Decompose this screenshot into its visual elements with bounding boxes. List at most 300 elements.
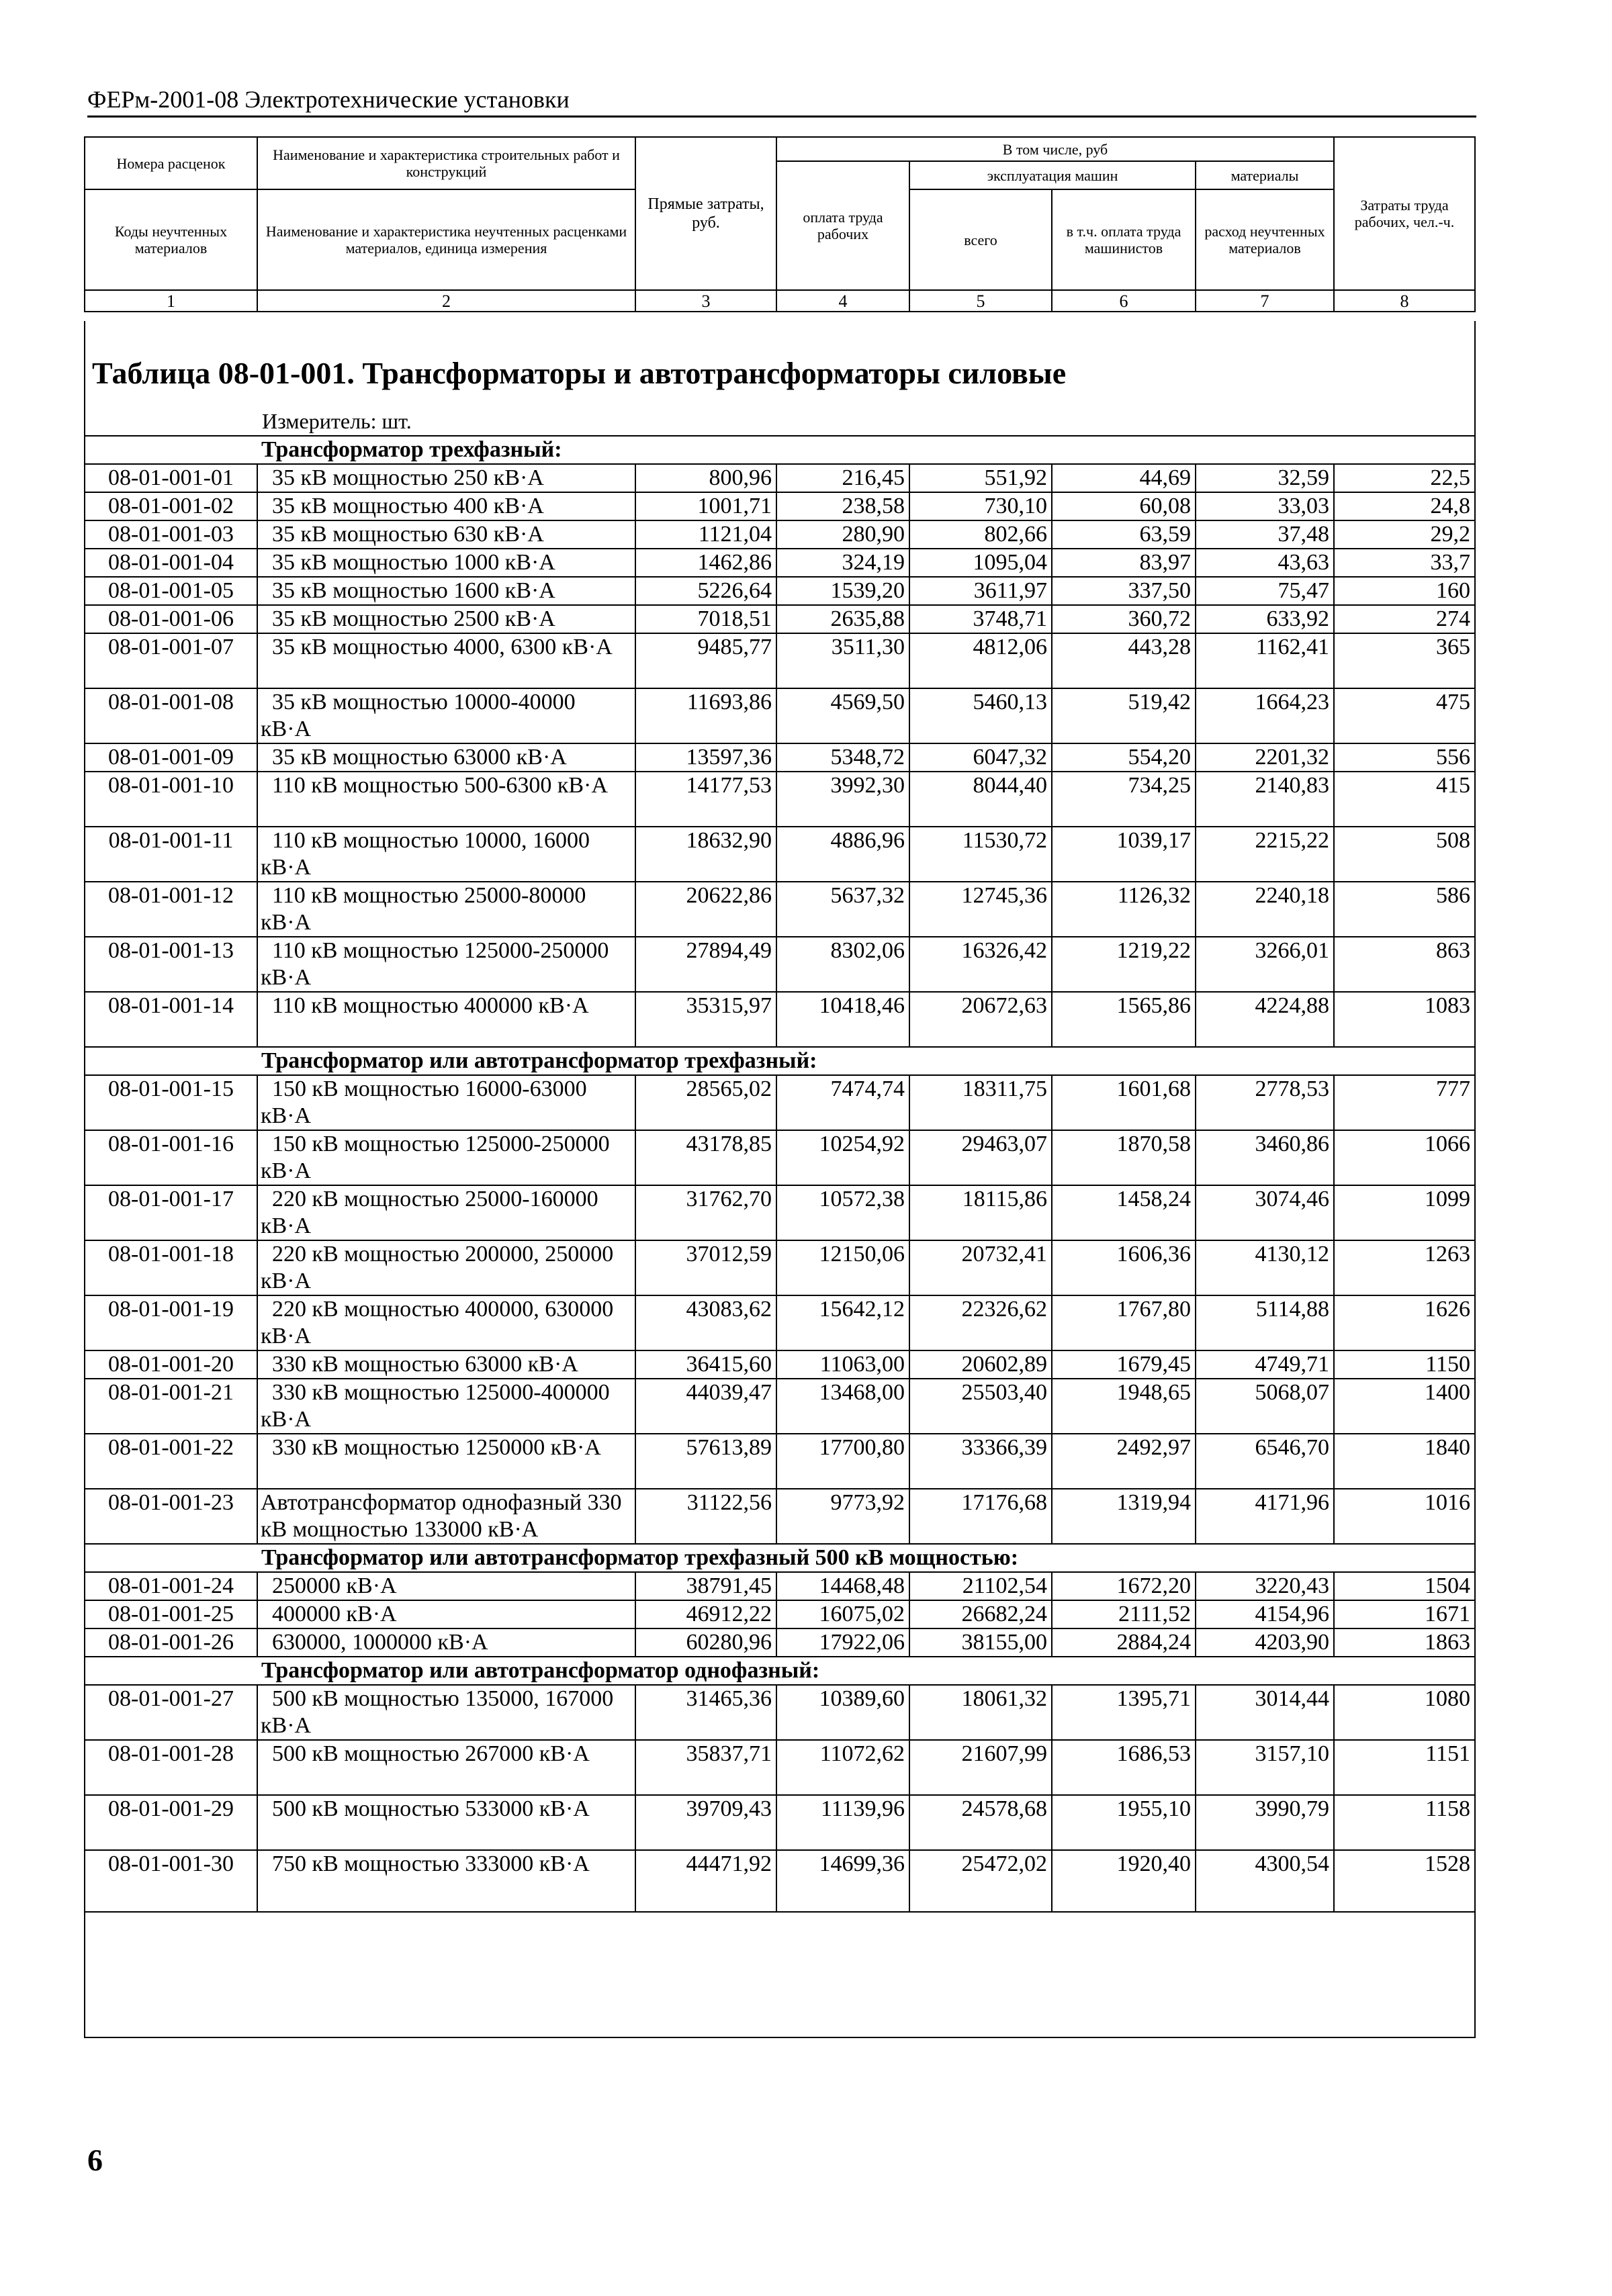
table-row xyxy=(85,577,1475,605)
materials-cell: 3014,44 xyxy=(1196,1685,1334,1740)
machinists-pay-cell: 1767,80 xyxy=(1052,1295,1196,1350)
work-name-cell: 35 кВ мощностью 4000, 6300 кВ·А xyxy=(257,633,635,688)
materials-cell: 4749,71 xyxy=(1196,1350,1334,1379)
machinists-pay-cell: 1686,53 xyxy=(1052,1740,1196,1795)
rate-code-cell: 08-01-001-30 xyxy=(85,1850,257,1912)
direct-cost-cell: 7018,51 xyxy=(635,605,776,633)
rate-code-cell: 08-01-001-19 xyxy=(85,1295,257,1350)
rate-code-cell: 08-01-001-12 xyxy=(85,882,257,937)
materials-cell: 3990,79 xyxy=(1196,1795,1334,1850)
labor-pay-cell: 16075,02 xyxy=(776,1600,909,1628)
machines-total-cell: 20672,63 xyxy=(909,992,1052,1047)
machinists-pay-cell: 519,42 xyxy=(1052,688,1196,743)
table-row xyxy=(85,1600,1475,1628)
table-row xyxy=(85,827,1475,882)
rate-code-cell: 08-01-001-18 xyxy=(85,1240,257,1295)
rate-code-cell: 08-01-001-13 xyxy=(85,937,257,992)
direct-cost-cell: 46912,22 xyxy=(635,1600,776,1628)
machines-total-cell: 18115,86 xyxy=(909,1185,1052,1240)
machines-total-cell: 20732,41 xyxy=(909,1240,1052,1295)
labor-hours-cell: 863 xyxy=(1334,937,1475,992)
header-machinists-pay: в т.ч. оплата труда машинистов xyxy=(1052,189,1196,290)
section-row xyxy=(85,1544,1475,1572)
work-name-cell: 35 кВ мощностью 1600 кВ·А xyxy=(257,577,635,605)
rate-code-cell: 08-01-001-10 xyxy=(85,772,257,827)
direct-cost-cell: 5226,64 xyxy=(635,577,776,605)
labor-pay-cell: 3992,30 xyxy=(776,772,909,827)
header-machines-total: всего xyxy=(909,189,1052,290)
direct-cost-cell: 31122,56 xyxy=(635,1489,776,1544)
table-row xyxy=(85,1489,1475,1544)
table-row xyxy=(85,464,1475,492)
rate-code-cell: 08-01-001-23 xyxy=(85,1489,257,1544)
labor-hours-cell: 475 xyxy=(1334,688,1475,743)
labor-hours-cell: 274 xyxy=(1334,605,1475,633)
labor-pay-cell: 3511,30 xyxy=(776,633,909,688)
labor-pay-cell: 10418,46 xyxy=(776,992,909,1047)
machinists-pay-cell: 1948,65 xyxy=(1052,1379,1196,1434)
column-number: 1 xyxy=(85,290,257,312)
labor-pay-cell: 9773,92 xyxy=(776,1489,909,1544)
labor-hours-cell: 29,2 xyxy=(1334,520,1475,549)
materials-cell: 2201,32 xyxy=(1196,743,1334,772)
work-name-cell: 110 кВ мощностью 500-6300 кВ·А xyxy=(257,772,635,827)
direct-cost-cell: 14177,53 xyxy=(635,772,776,827)
machines-total-cell: 1095,04 xyxy=(909,549,1052,577)
materials-cell: 2215,22 xyxy=(1196,827,1334,882)
materials-cell: 4171,96 xyxy=(1196,1489,1334,1544)
direct-cost-cell: 31465,36 xyxy=(635,1685,776,1740)
machinists-pay-cell: 1601,68 xyxy=(1052,1075,1196,1130)
machinists-pay-cell: 1219,22 xyxy=(1052,937,1196,992)
labor-pay-cell: 2635,88 xyxy=(776,605,909,633)
machines-total-cell: 33366,39 xyxy=(909,1434,1052,1489)
section-title: Трансформатор трехфазный: xyxy=(85,436,1475,464)
materials-cell: 2778,53 xyxy=(1196,1075,1334,1130)
rate-code-cell: 08-01-001-22 xyxy=(85,1434,257,1489)
section-row xyxy=(85,436,1475,464)
rate-code-cell: 08-01-001-28 xyxy=(85,1740,257,1795)
machinists-pay-cell: 60,08 xyxy=(1052,492,1196,520)
rate-code-cell: 08-01-001-17 xyxy=(85,1185,257,1240)
table-row xyxy=(85,1434,1475,1489)
labor-hours-cell: 365 xyxy=(1334,633,1475,688)
machinists-pay-cell: 1565,86 xyxy=(1052,992,1196,1047)
machinists-pay-cell: 360,72 xyxy=(1052,605,1196,633)
machinists-pay-cell: 734,25 xyxy=(1052,772,1196,827)
header-labor-hours: Затраты труда рабочих, чел.-ч. xyxy=(1334,137,1475,290)
labor-pay-cell: 4886,96 xyxy=(776,827,909,882)
direct-cost-cell: 11693,86 xyxy=(635,688,776,743)
labor-pay-cell: 4569,50 xyxy=(776,688,909,743)
materials-cell: 3074,46 xyxy=(1196,1185,1334,1240)
labor-hours-cell: 777 xyxy=(1334,1075,1475,1130)
machines-total-cell: 11530,72 xyxy=(909,827,1052,882)
table-row xyxy=(85,1795,1475,1850)
direct-cost-cell: 27894,49 xyxy=(635,937,776,992)
machinists-pay-cell: 1319,94 xyxy=(1052,1489,1196,1544)
labor-hours-cell: 1151 xyxy=(1334,1740,1475,1795)
labor-pay-cell: 238,58 xyxy=(776,492,909,520)
table-row xyxy=(85,1350,1475,1379)
work-name-cell: 500 кВ мощностью 267000 кВ·А xyxy=(257,1740,635,1795)
labor-pay-cell: 11072,62 xyxy=(776,1740,909,1795)
labor-hours-cell: 586 xyxy=(1334,882,1475,937)
labor-hours-cell: 160 xyxy=(1334,577,1475,605)
header-codes: Номера расценок xyxy=(85,137,257,189)
section-title: Трансформатор или автотрансформатор трехфазный 500 кВ мощностью: xyxy=(85,1544,1475,1572)
labor-hours-cell: 1626 xyxy=(1334,1295,1475,1350)
header-in-total: В том числе, руб xyxy=(776,137,1334,161)
column-number: 3 xyxy=(635,290,776,312)
running-head: ФЕРм-2001-08 Электротехнические установки xyxy=(87,86,1476,118)
work-name-cell: 500 кВ мощностью 533000 кВ·А xyxy=(257,1795,635,1850)
rate-code-cell: 08-01-001-08 xyxy=(85,688,257,743)
header-materials-consumption: расход неучтенных материалов xyxy=(1196,189,1334,290)
table-row xyxy=(85,1850,1475,1912)
materials-cell: 2140,83 xyxy=(1196,772,1334,827)
machines-total-cell: 24578,68 xyxy=(909,1795,1052,1850)
machinists-pay-cell: 83,97 xyxy=(1052,549,1196,577)
rate-code-cell: 08-01-001-27 xyxy=(85,1685,257,1740)
materials-cell: 1162,41 xyxy=(1196,633,1334,688)
direct-cost-cell: 38791,45 xyxy=(635,1572,776,1600)
direct-cost-cell: 18632,90 xyxy=(635,827,776,882)
work-name-cell: 35 кВ мощностью 630 кВ·А xyxy=(257,520,635,549)
machines-total-cell: 12745,36 xyxy=(909,882,1052,937)
direct-cost-cell: 1462,86 xyxy=(635,549,776,577)
section-title: Трансформатор или автотрансформатор однофазный: xyxy=(85,1657,1475,1685)
labor-pay-cell: 5637,32 xyxy=(776,882,909,937)
labor-hours-cell: 556 xyxy=(1334,743,1475,772)
table-row xyxy=(85,605,1475,633)
page-number: 6 xyxy=(87,2143,103,2177)
materials-cell: 4130,12 xyxy=(1196,1240,1334,1295)
machinists-pay-cell: 443,28 xyxy=(1052,633,1196,688)
labor-pay-cell: 10254,92 xyxy=(776,1130,909,1185)
section-row xyxy=(85,1047,1475,1075)
work-name-cell: 330 кВ мощностью 125000-400000 кВ·А xyxy=(257,1379,635,1434)
materials-cell: 633,92 xyxy=(1196,605,1334,633)
section-title: Трансформатор или автотрансформатор трехфазный: xyxy=(85,1047,1475,1075)
rate-code-cell: 08-01-001-26 xyxy=(85,1628,257,1657)
column-number: 5 xyxy=(909,290,1052,312)
labor-hours-cell: 1263 xyxy=(1334,1240,1475,1295)
direct-cost-cell: 31762,70 xyxy=(635,1185,776,1240)
header-works-name: Наименование и характеристика строительных работ и конструкций xyxy=(257,137,635,189)
work-name-cell: 400000 кВ·А xyxy=(257,1600,635,1628)
machines-total-cell: 17176,68 xyxy=(909,1489,1052,1544)
table-row xyxy=(85,633,1475,688)
materials-cell: 3157,10 xyxy=(1196,1740,1334,1795)
header-machine-exploitation: эксплуатация машин xyxy=(909,161,1196,189)
rate-code-cell: 08-01-001-11 xyxy=(85,827,257,882)
rate-code-cell: 08-01-001-06 xyxy=(85,605,257,633)
labor-pay-cell: 10389,60 xyxy=(776,1685,909,1740)
labor-hours-cell: 1099 xyxy=(1334,1185,1475,1240)
materials-cell: 32,59 xyxy=(1196,464,1334,492)
table-row xyxy=(85,992,1475,1047)
work-name-cell: 35 кВ мощностью 2500 кВ·А xyxy=(257,605,635,633)
labor-pay-cell: 280,90 xyxy=(776,520,909,549)
work-name-cell: 630000, 1000000 кВ·А xyxy=(257,1628,635,1657)
machinists-pay-cell: 2111,52 xyxy=(1052,1600,1196,1628)
rate-code-cell: 08-01-001-07 xyxy=(85,633,257,688)
column-number: 2 xyxy=(257,290,635,312)
machinists-pay-cell: 1395,71 xyxy=(1052,1685,1196,1740)
labor-pay-cell: 11139,96 xyxy=(776,1795,909,1850)
work-name-cell: 110 кВ мощностью 25000-80000 кВ·А xyxy=(257,882,635,937)
labor-hours-cell: 33,7 xyxy=(1334,549,1475,577)
work-name-cell: 110 кВ мощностью 125000-250000 кВ·А xyxy=(257,937,635,992)
labor-hours-cell: 415 xyxy=(1334,772,1475,827)
work-name-cell: 35 кВ мощностью 63000 кВ·А xyxy=(257,743,635,772)
direct-cost-cell: 28565,02 xyxy=(635,1075,776,1130)
direct-cost-cell: 13597,36 xyxy=(635,743,776,772)
direct-cost-cell: 9485,77 xyxy=(635,633,776,688)
rate-code-cell: 08-01-001-03 xyxy=(85,520,257,549)
direct-cost-cell: 800,96 xyxy=(635,464,776,492)
materials-cell: 37,48 xyxy=(1196,520,1334,549)
machines-total-cell: 26682,24 xyxy=(909,1600,1052,1628)
machines-total-cell: 20602,89 xyxy=(909,1350,1052,1379)
rates-table xyxy=(84,435,1476,1913)
labor-hours-cell: 1080 xyxy=(1334,1685,1475,1740)
machinists-pay-cell: 1126,32 xyxy=(1052,882,1196,937)
work-name-cell: 35 кВ мощностью 250 кВ·А xyxy=(257,464,635,492)
labor-pay-cell: 1539,20 xyxy=(776,577,909,605)
work-name-cell: 150 кВ мощностью 16000-63000 кВ·А xyxy=(257,1075,635,1130)
machines-total-cell: 3611,97 xyxy=(909,577,1052,605)
machines-total-cell: 25472,02 xyxy=(909,1850,1052,1912)
direct-cost-cell: 1001,71 xyxy=(635,492,776,520)
work-name-cell: 330 кВ мощностью 1250000 кВ·А xyxy=(257,1434,635,1489)
direct-cost-cell: 35837,71 xyxy=(635,1740,776,1795)
table-row xyxy=(85,882,1475,937)
work-name-cell: 110 кВ мощностью 10000, 16000 кВ·А xyxy=(257,827,635,882)
direct-cost-cell: 57613,89 xyxy=(635,1434,776,1489)
work-name-cell: Автотрансформатор однофазный 330 кВ мощностью 133000 кВ·А xyxy=(257,1489,635,1544)
materials-cell: 4203,90 xyxy=(1196,1628,1334,1657)
header-uncounted-materials-name: Наименование и характеристика неучтенных расценками материалов, единица измерения xyxy=(257,189,635,290)
table-row xyxy=(85,1740,1475,1795)
direct-cost-cell: 37012,59 xyxy=(635,1240,776,1295)
labor-pay-cell: 14699,36 xyxy=(776,1850,909,1912)
labor-hours-cell: 1150 xyxy=(1334,1350,1475,1379)
table-row xyxy=(85,1240,1475,1295)
labor-hours-cell: 1528 xyxy=(1334,1850,1475,1912)
labor-hours-cell: 1400 xyxy=(1334,1379,1475,1434)
table-row xyxy=(85,937,1475,992)
work-name-cell: 500 кВ мощностью 135000, 167000 кВ·А xyxy=(257,1685,635,1740)
labor-hours-cell: 1158 xyxy=(1334,1795,1475,1850)
materials-cell: 2240,18 xyxy=(1196,882,1334,937)
header-uncounted-materials: Коды неучтенных материалов xyxy=(85,189,257,290)
labor-hours-cell: 1504 xyxy=(1334,1572,1475,1600)
rate-code-cell: 08-01-001-21 xyxy=(85,1379,257,1434)
table-row xyxy=(85,549,1475,577)
labor-hours-cell: 1671 xyxy=(1334,1600,1475,1628)
column-number: 6 xyxy=(1052,290,1196,312)
machines-total-cell: 802,66 xyxy=(909,520,1052,549)
machines-total-cell: 730,10 xyxy=(909,492,1052,520)
work-name-cell: 220 кВ мощностью 400000, 630000 кВ·А xyxy=(257,1295,635,1350)
table-row xyxy=(85,1379,1475,1434)
machines-total-cell: 21102,54 xyxy=(909,1572,1052,1600)
labor-hours-cell: 1066 xyxy=(1334,1130,1475,1185)
table-row xyxy=(85,772,1475,827)
machinists-pay-cell: 44,69 xyxy=(1052,464,1196,492)
work-name-cell: 150 кВ мощностью 125000-250000 кВ·А xyxy=(257,1130,635,1185)
machines-total-cell: 21607,99 xyxy=(909,1740,1052,1795)
materials-cell: 43,63 xyxy=(1196,549,1334,577)
machines-total-cell: 4812,06 xyxy=(909,633,1052,688)
direct-cost-cell: 35315,97 xyxy=(635,992,776,1047)
machinists-pay-cell: 1679,45 xyxy=(1052,1350,1196,1379)
materials-cell: 4224,88 xyxy=(1196,992,1334,1047)
work-name-cell: 750 кВ мощностью 333000 кВ·А xyxy=(257,1850,635,1912)
labor-hours-cell: 1016 xyxy=(1334,1489,1475,1544)
labor-pay-cell: 12150,06 xyxy=(776,1240,909,1295)
rate-code-cell: 08-01-001-01 xyxy=(85,464,257,492)
rate-code-cell: 08-01-001-02 xyxy=(85,492,257,520)
materials-cell: 6546,70 xyxy=(1196,1434,1334,1489)
work-name-cell: 110 кВ мощностью 400000 кВ·А xyxy=(257,992,635,1047)
materials-cell: 3266,01 xyxy=(1196,937,1334,992)
materials-cell: 5068,07 xyxy=(1196,1379,1334,1434)
machines-total-cell: 6047,32 xyxy=(909,743,1052,772)
machinists-pay-cell: 1870,58 xyxy=(1052,1130,1196,1185)
table-row xyxy=(85,1130,1475,1185)
machinists-pay-cell: 2884,24 xyxy=(1052,1628,1196,1657)
machinists-pay-cell: 1606,36 xyxy=(1052,1240,1196,1295)
rate-code-cell: 08-01-001-14 xyxy=(85,992,257,1047)
labor-pay-cell: 17700,80 xyxy=(776,1434,909,1489)
materials-cell: 5114,88 xyxy=(1196,1295,1334,1350)
labor-pay-cell: 5348,72 xyxy=(776,743,909,772)
table-row xyxy=(85,520,1475,549)
labor-pay-cell: 324,19 xyxy=(776,549,909,577)
column-header xyxy=(84,136,1476,312)
rate-code-cell: 08-01-001-29 xyxy=(85,1795,257,1850)
work-name-cell: 35 кВ мощностью 10000-40000 кВ·А xyxy=(257,688,635,743)
materials-cell: 3460,86 xyxy=(1196,1130,1334,1185)
table-row xyxy=(85,688,1475,743)
work-name-cell: 330 кВ мощностью 63000 кВ·А xyxy=(257,1350,635,1379)
machines-total-cell: 551,92 xyxy=(909,464,1052,492)
table-row xyxy=(85,1295,1475,1350)
labor-pay-cell: 8302,06 xyxy=(776,937,909,992)
labor-hours-cell: 24,8 xyxy=(1334,492,1475,520)
machinists-pay-cell: 337,50 xyxy=(1052,577,1196,605)
labor-hours-cell: 1863 xyxy=(1334,1628,1475,1657)
table-row xyxy=(85,492,1475,520)
rate-code-cell: 08-01-001-20 xyxy=(85,1350,257,1379)
labor-hours-cell: 22,5 xyxy=(1334,464,1475,492)
direct-cost-cell: 43178,85 xyxy=(635,1130,776,1185)
machines-total-cell: 16326,42 xyxy=(909,937,1052,992)
machines-total-cell: 5460,13 xyxy=(909,688,1052,743)
materials-cell: 3220,43 xyxy=(1196,1572,1334,1600)
direct-cost-cell: 1121,04 xyxy=(635,520,776,549)
machinists-pay-cell: 1039,17 xyxy=(1052,827,1196,882)
work-name-cell: 220 кВ мощностью 200000, 250000 кВ·А xyxy=(257,1240,635,1295)
materials-cell: 75,47 xyxy=(1196,577,1334,605)
machines-total-cell: 3748,71 xyxy=(909,605,1052,633)
machinists-pay-cell: 1920,40 xyxy=(1052,1850,1196,1912)
labor-hours-cell: 508 xyxy=(1334,827,1475,882)
rate-code-cell: 08-01-001-25 xyxy=(85,1600,257,1628)
machines-total-cell: 38155,00 xyxy=(909,1628,1052,1657)
machinists-pay-cell: 1955,10 xyxy=(1052,1795,1196,1850)
labor-pay-cell: 15642,12 xyxy=(776,1295,909,1350)
labor-hours-cell: 1083 xyxy=(1334,992,1475,1047)
direct-cost-cell: 39709,43 xyxy=(635,1795,776,1850)
rate-code-cell: 08-01-001-09 xyxy=(85,743,257,772)
work-name-cell: 250000 кВ·А xyxy=(257,1572,635,1600)
labor-pay-cell: 10572,38 xyxy=(776,1185,909,1240)
table-row xyxy=(85,1572,1475,1600)
direct-cost-cell: 60280,96 xyxy=(635,1628,776,1657)
labor-pay-cell: 14468,48 xyxy=(776,1572,909,1600)
header-materials: материалы xyxy=(1196,161,1334,189)
labor-pay-cell: 7474,74 xyxy=(776,1075,909,1130)
table-title: Таблица 08-01-001. Трансформаторы и автотрансформаторы силовые xyxy=(92,356,1067,390)
header-direct-costs: Прямые затраты, руб. xyxy=(635,137,776,290)
machinists-pay-cell: 1458,24 xyxy=(1052,1185,1196,1240)
direct-cost-cell: 44039,47 xyxy=(635,1379,776,1434)
table-row xyxy=(85,1185,1475,1240)
work-name-cell: 35 кВ мощностью 1000 кВ·А xyxy=(257,549,635,577)
machines-total-cell: 22326,62 xyxy=(909,1295,1052,1350)
labor-pay-cell: 216,45 xyxy=(776,464,909,492)
table-row xyxy=(85,743,1475,772)
machines-total-cell: 8044,40 xyxy=(909,772,1052,827)
column-number: 8 xyxy=(1334,290,1475,312)
direct-cost-cell: 44471,92 xyxy=(635,1850,776,1912)
labor-hours-cell: 1840 xyxy=(1334,1434,1475,1489)
work-name-cell: 35 кВ мощностью 400 кВ·А xyxy=(257,492,635,520)
machinists-pay-cell: 554,20 xyxy=(1052,743,1196,772)
rate-code-cell: 08-01-001-05 xyxy=(85,577,257,605)
rate-code-cell: 08-01-001-24 xyxy=(85,1572,257,1600)
labor-pay-cell: 13468,00 xyxy=(776,1379,909,1434)
direct-cost-cell: 20622,86 xyxy=(635,882,776,937)
rate-code-cell: 08-01-001-15 xyxy=(85,1075,257,1130)
header-labor-pay: оплата труда рабочих xyxy=(776,161,909,290)
table-row xyxy=(85,1628,1475,1657)
section-row xyxy=(85,1657,1475,1685)
rate-code-cell: 08-01-001-16 xyxy=(85,1130,257,1185)
materials-cell: 1664,23 xyxy=(1196,688,1334,743)
column-number: 4 xyxy=(776,290,909,312)
labor-pay-cell: 11063,00 xyxy=(776,1350,909,1379)
machinists-pay-cell: 1672,20 xyxy=(1052,1572,1196,1600)
materials-cell: 33,03 xyxy=(1196,492,1334,520)
materials-cell: 4154,96 xyxy=(1196,1600,1334,1628)
machinists-pay-cell: 63,59 xyxy=(1052,520,1196,549)
work-name-cell: 220 кВ мощностью 25000-160000 кВ·А xyxy=(257,1185,635,1240)
column-number: 7 xyxy=(1196,290,1334,312)
rate-code-cell: 08-01-001-04 xyxy=(85,549,257,577)
labor-pay-cell: 17922,06 xyxy=(776,1628,909,1657)
materials-cell: 4300,54 xyxy=(1196,1850,1334,1912)
machinists-pay-cell: 2492,97 xyxy=(1052,1434,1196,1489)
machines-total-cell: 25503,40 xyxy=(909,1379,1052,1434)
machines-total-cell: 29463,07 xyxy=(909,1130,1052,1185)
table-row xyxy=(85,1685,1475,1740)
direct-cost-cell: 43083,62 xyxy=(635,1295,776,1350)
